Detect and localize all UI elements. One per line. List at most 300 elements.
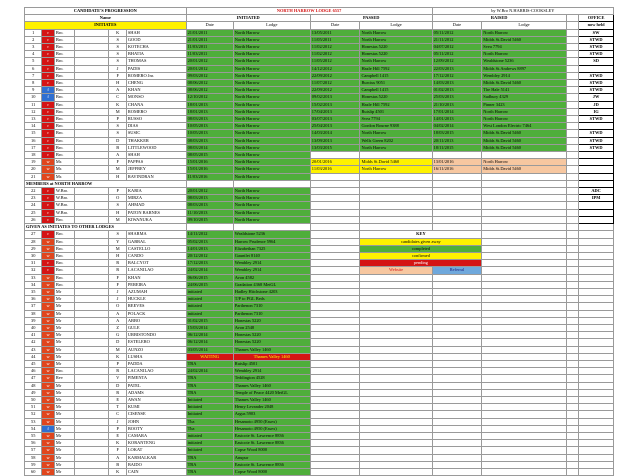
table-row (25, 44, 614, 51)
source-code: r (42, 137, 54, 144)
spacer (74, 339, 109, 346)
passed-lodge: North Harrow (360, 36, 432, 43)
initiated-lodge: Anupur (233, 454, 310, 461)
table-row (25, 58, 614, 65)
office-header: OFFICE (579, 15, 614, 22)
candidate-initial: K (109, 440, 126, 447)
candidate-title: Bro. (54, 108, 74, 115)
table-row (25, 238, 614, 245)
spacer (74, 94, 109, 101)
initiated-lodge: North Harrow (233, 101, 310, 108)
empty-cell (482, 346, 566, 353)
raised-date: 04/02/2014 (432, 123, 482, 130)
candidate-surname: PADDA (126, 360, 186, 367)
table-row (25, 396, 614, 403)
initiated-date: TBA (186, 454, 233, 461)
row-number: 3 (25, 44, 42, 51)
initiated-date: 01/02/2015 (186, 317, 233, 324)
candidate-title: Bro. (54, 274, 74, 281)
office-cell (579, 303, 614, 310)
raised-lodge: North Harrow (482, 29, 566, 36)
candidate-surname: SUSIC (126, 130, 186, 137)
raised-date: 20/11/2013 (432, 137, 482, 144)
passed-date: 15/02/2013 (310, 101, 360, 108)
initiated-date: 11/03/2016 (186, 173, 233, 180)
progression-title: CANDIDATE'S PROGRESSION (25, 8, 187, 15)
passed-date: 17/04/2013 (310, 108, 360, 115)
initiated-lodge: Wembley 2914 (233, 260, 310, 267)
candidate-initial: H (109, 173, 126, 180)
raised-date: 16/11/2016 (432, 166, 482, 173)
candidate-title: W.Bro. (54, 209, 74, 216)
empty-cell (482, 339, 566, 346)
row-number: 57 (25, 447, 42, 454)
candidate-title: Bro. (54, 231, 74, 238)
initiated-date: TBA (186, 469, 233, 476)
source-code: w (42, 310, 54, 317)
empty-cell (432, 180, 482, 187)
office-cell (579, 252, 614, 259)
initiated-lodge: Honestas 5220 (233, 332, 310, 339)
office-held (579, 65, 614, 72)
office-cell (579, 288, 614, 295)
spacer (566, 209, 578, 216)
table-row (25, 195, 614, 202)
passed-date-header: Date (310, 22, 360, 29)
initiated-lodge: North Harrow (233, 216, 310, 223)
candidate-title: Rev (54, 375, 74, 382)
spacer (74, 288, 109, 295)
empty-cell (360, 368, 432, 375)
raised-date (432, 173, 482, 180)
candidate-surname: LACANILAO (126, 267, 186, 274)
candidate-initial: B (109, 144, 126, 151)
office-cell (579, 353, 614, 360)
initiated-date: 15/01/2016 (186, 166, 233, 173)
source-code: r (42, 260, 54, 267)
initiated-lodge: Avon 4582 (233, 274, 310, 281)
candidate-title: Bro. (54, 137, 74, 144)
initiated-date: 10/05/2013 (186, 130, 233, 137)
candidate-title: Bro. (54, 58, 74, 65)
spacer (566, 116, 578, 123)
source-code: r (42, 29, 54, 36)
spacer (74, 317, 109, 324)
spacer (74, 51, 109, 58)
spacer (566, 94, 578, 101)
passed-date: 22/09/2012 (310, 87, 360, 94)
table-row (25, 267, 614, 274)
empty-cell (310, 216, 360, 223)
raised-date: 14/01/2013 (432, 116, 482, 123)
initiated-lodge: North Harrow (233, 130, 310, 137)
spacer (566, 382, 578, 389)
initiated-date: 03/05/2014 (186, 346, 233, 353)
spacer (74, 368, 109, 375)
initiated-date: 05/02/2013 (186, 238, 233, 245)
empty-cell (482, 238, 566, 245)
row-number: 30 (25, 252, 42, 259)
office-held: STWD (579, 80, 614, 87)
candidate-initial: P (109, 116, 126, 123)
office-held: STWD (579, 51, 614, 58)
candidate-surname: LITTLEWOOD (126, 144, 186, 151)
initiated-date: Initiated (186, 404, 233, 411)
spacer (566, 36, 578, 43)
initiated-lodge: North Harrow (233, 116, 310, 123)
office-cell (579, 180, 614, 187)
initiated-date: 20/01/2012 (186, 65, 233, 72)
initiated-lodge: North Harrow (233, 202, 310, 209)
empty-cell (432, 339, 482, 346)
candidate-surname: MONSO (126, 94, 186, 101)
source-code: w (42, 469, 54, 476)
row-number: 19 (25, 159, 42, 166)
initiated-lodge: North Harrow (233, 58, 310, 65)
candidate-surname: RUSSO (126, 116, 186, 123)
empty-cell (482, 317, 566, 324)
raised-date-header: Date (432, 22, 482, 29)
office-held (579, 152, 614, 159)
candidate-initial: F (109, 447, 126, 454)
candidate-title: W.Bro. (54, 188, 74, 195)
source-code: w (42, 382, 54, 389)
now-held-header: now held (579, 22, 614, 29)
spacer (74, 80, 109, 87)
source-code: w (42, 252, 54, 259)
initiated-lodge: North Harrow (233, 209, 310, 216)
row-number: 9 (25, 87, 42, 94)
row-number: 4 (25, 51, 42, 58)
table-row (25, 29, 614, 36)
spacer (566, 317, 578, 324)
spacer (74, 296, 109, 303)
candidate-surname: RAVINDRAN (126, 173, 186, 180)
table-row (25, 144, 614, 151)
empty-cell (310, 245, 360, 252)
spacer (74, 454, 109, 461)
spacer (74, 108, 109, 115)
passed-lodge: North Harrow (360, 58, 432, 65)
table-row (25, 368, 614, 375)
candidate-initial: H (109, 252, 126, 259)
candidate-title: Mr (54, 382, 74, 389)
row-number: 53 (25, 418, 42, 425)
office-held (579, 166, 614, 173)
spacer (74, 231, 109, 238)
spacer (566, 310, 578, 317)
initiated-lodge: North Harrow (233, 166, 310, 173)
candidate-initial: O (109, 195, 126, 202)
empty-cell (432, 303, 482, 310)
raised-date: 14/03/2013 (432, 80, 482, 87)
table-row (25, 260, 614, 267)
source-code: w (42, 375, 54, 382)
empty-cell (310, 224, 360, 231)
initiated-lodge: North Harrow (233, 159, 310, 166)
office-held: STWD (579, 87, 614, 94)
source-code: w (42, 332, 54, 339)
source-code: w (42, 173, 54, 180)
empty-cell (482, 281, 566, 288)
row-number: 27 (25, 231, 42, 238)
candidate-initial: F (109, 72, 126, 79)
candidate-initial: S (109, 51, 126, 58)
candidate-initial: V (109, 375, 126, 382)
candidate-title: Mr (54, 346, 74, 353)
empty-cell (432, 411, 482, 418)
initiated-lodge-header: Lodge (233, 22, 310, 29)
spacer (74, 159, 109, 166)
spacer (566, 180, 578, 187)
office-held (579, 202, 614, 209)
source-code: f (42, 87, 54, 94)
initiated-date: Initiated (186, 411, 233, 418)
candidate-surname: PEREIRA (126, 281, 186, 288)
candidate-title: Bro. (54, 36, 74, 43)
initiated-date-header: Date (186, 22, 233, 29)
candidate-surname: LOKAT (126, 447, 186, 454)
row-number: 11 (25, 101, 42, 108)
empty-cell (310, 375, 360, 382)
candidate-initial: P (109, 188, 126, 195)
raised-lodge: Sudbury 4329 (482, 94, 566, 101)
candidate-surname: ROMERO (126, 108, 186, 115)
initiated-date: initiated (186, 303, 233, 310)
table-row (25, 288, 614, 295)
candidate-surname: CHANA (126, 101, 186, 108)
initiated-lodge: North Harrow (233, 144, 310, 151)
initiated-date: 24/02/2014 (186, 368, 233, 375)
candidate-title: Bro. (54, 130, 74, 137)
candidate-initial: D (109, 382, 126, 389)
source-code: w (42, 317, 54, 324)
row-number: 6 (25, 65, 42, 72)
passed-date: 11/05/2011 (310, 36, 360, 43)
source-code: w (42, 411, 54, 418)
given-section (25, 224, 614, 231)
spacer (566, 44, 578, 51)
candidate-initial: H (109, 80, 126, 87)
candidate-title: Mr. (54, 166, 74, 173)
table-row (25, 346, 614, 353)
initiated-date: 18/01/2013 (186, 101, 233, 108)
office-cell (579, 396, 614, 403)
passed-date: 11/03/2016 (310, 166, 360, 173)
candidate-title: Mr (54, 432, 74, 439)
empty-cell (482, 375, 566, 382)
table-row (25, 87, 614, 94)
row-number: 10 (25, 94, 42, 101)
source-code: r (42, 216, 54, 223)
spacer (74, 360, 109, 367)
passed-date: 09/02/2013 (310, 94, 360, 101)
initiated-lodge: Hesamoto 4950 (Essex) (233, 425, 310, 432)
candidate-surname: SHAH (126, 152, 186, 159)
row-number: 29 (25, 245, 42, 252)
initiated-date: TBA (186, 389, 233, 396)
empty-cell (360, 418, 432, 425)
row-number: 24 (25, 202, 42, 209)
initiated-lodge: Hadley Hitchstone 4203 (233, 288, 310, 295)
candidate-initial: K (109, 353, 126, 360)
passed-date: 13/09/2013 (310, 137, 360, 144)
candidate-title: Mr (54, 454, 74, 461)
office-held: JD (579, 101, 614, 108)
candidate-initial: D (109, 339, 126, 346)
spacer (566, 353, 578, 360)
candidate-initial: J (109, 288, 126, 295)
candidate-surname: LACANILAO (126, 368, 186, 375)
table-row (25, 469, 614, 476)
candidate-initial: M (109, 346, 126, 353)
table-row (25, 80, 614, 87)
candidate-title: W.Bro. (54, 195, 74, 202)
initiated-lodge: Eastcote St. Lawrence 8836 (233, 461, 310, 468)
empty-cell (432, 375, 482, 382)
empty-cell (186, 224, 233, 231)
candidate-surname: LUSHA (126, 353, 186, 360)
empty-cell (432, 461, 482, 468)
empty-cell (432, 188, 482, 195)
members-section-title: MEMBERS at NORTH HARROW (25, 180, 187, 187)
initiated-lodge: North Harrow (233, 36, 310, 43)
initiated-date: 15/01/2016 (186, 159, 233, 166)
spacer (566, 303, 578, 310)
table-row (25, 303, 614, 310)
table-row (25, 188, 614, 195)
row-number: 12 (25, 108, 42, 115)
empty-cell (482, 216, 566, 223)
empty-cell (360, 447, 432, 454)
empty-cell (310, 296, 360, 303)
passed-header: PASSED (310, 15, 432, 22)
empty-cell (566, 224, 578, 231)
candidate-title: Bro. (54, 123, 74, 130)
raised-lodge: Midds St.Andrews 8897 (482, 65, 566, 72)
spacer (74, 260, 109, 267)
empty-cell (310, 209, 360, 216)
empty-cell (482, 425, 566, 432)
table-row (25, 216, 614, 223)
table-row (25, 252, 614, 259)
source-code: r (42, 116, 54, 123)
initiated-lodge: Copse Wood 8000 (233, 469, 310, 476)
empty-cell (432, 202, 482, 209)
spacer (566, 368, 578, 375)
row-number: 52 (25, 411, 42, 418)
source-code: w (42, 274, 54, 281)
passed-date: 14/03/2014 (310, 130, 360, 137)
candidate-title: Bro. (54, 94, 74, 101)
candidate-title: Bro. (54, 87, 74, 94)
initiated-date: Tba (186, 425, 233, 432)
empty-cell (432, 447, 482, 454)
spacer (74, 324, 109, 331)
candidate-title: Mr (54, 425, 74, 432)
candidate-title: Mr (54, 310, 74, 317)
row-number: 50 (25, 396, 42, 403)
table-row (25, 389, 614, 396)
members-section (25, 180, 614, 187)
row-number: 21 (25, 173, 42, 180)
raised-date: 04/07/2012 (432, 44, 482, 51)
source-code: w (42, 440, 54, 447)
candidate-surname: PAPPAS (126, 159, 186, 166)
candidate-title: Bro. (54, 144, 74, 151)
source-code: r (42, 108, 54, 115)
source-code: w (42, 396, 54, 403)
row-number: 47 (25, 375, 42, 382)
empty-cell (310, 404, 360, 411)
spacer (566, 195, 578, 202)
candidate-title: Mr (54, 332, 74, 339)
candidate-surname: GABRAL (126, 238, 186, 245)
empty-cell (432, 195, 482, 202)
office-held: STWD (579, 144, 614, 151)
office-cell (579, 382, 614, 389)
spacer (566, 454, 578, 461)
empty-cell (482, 231, 566, 238)
spacer (74, 152, 109, 159)
candidate-title: Mr (54, 447, 74, 454)
spacer (74, 274, 109, 281)
initiated-date: 08/03/2013 (186, 137, 233, 144)
spacer (74, 238, 109, 245)
passed-date: 11/02/2012 (310, 44, 360, 51)
candidate-title: Bro. (54, 101, 74, 108)
passed-date: 11/02/2012 (310, 51, 360, 58)
empty-cell (310, 396, 360, 403)
empty-cell (482, 404, 566, 411)
candidate-title: Bro. (54, 267, 74, 274)
office-cell (579, 231, 614, 238)
empty-cell (482, 461, 566, 468)
candidate-title: Bro. (54, 368, 74, 375)
initiated-date: Initiated (186, 396, 233, 403)
spacer (74, 389, 109, 396)
spacer (566, 137, 578, 144)
empty-cell (310, 238, 360, 245)
candidate-initial: F (109, 159, 126, 166)
raised-date: 17/12/2012 (432, 72, 482, 79)
source-code: r (42, 144, 54, 151)
office-held: STWD (579, 72, 614, 79)
spacer (566, 152, 578, 159)
source-code: w (42, 303, 54, 310)
initiated-date: 11/03/2011 (186, 51, 233, 58)
initiated-lodge: Honestas 5220 (233, 339, 310, 346)
initiated-lodge: North Harrow (233, 137, 310, 144)
office-cell (579, 375, 614, 382)
table-row (25, 94, 614, 101)
spacer (566, 346, 578, 353)
spacer (566, 339, 578, 346)
empty-cell (310, 288, 360, 295)
table-row (25, 108, 614, 115)
table-row (25, 296, 614, 303)
initiated-lodge: Copse Wood 8000 (233, 447, 310, 454)
office-cell (579, 274, 614, 281)
office-cell (579, 332, 614, 339)
initiated-date: Initiated (186, 447, 233, 454)
raised-date: 21/10/2013 (432, 101, 482, 108)
passed-lodge: Gordon Bourne 9388 (360, 123, 432, 130)
spacer (566, 108, 578, 115)
office-held: IPM (579, 195, 614, 202)
initiated-lodge: Elizabethan 7325 (233, 245, 310, 252)
initiated-lodge: North Harrow (233, 173, 310, 180)
